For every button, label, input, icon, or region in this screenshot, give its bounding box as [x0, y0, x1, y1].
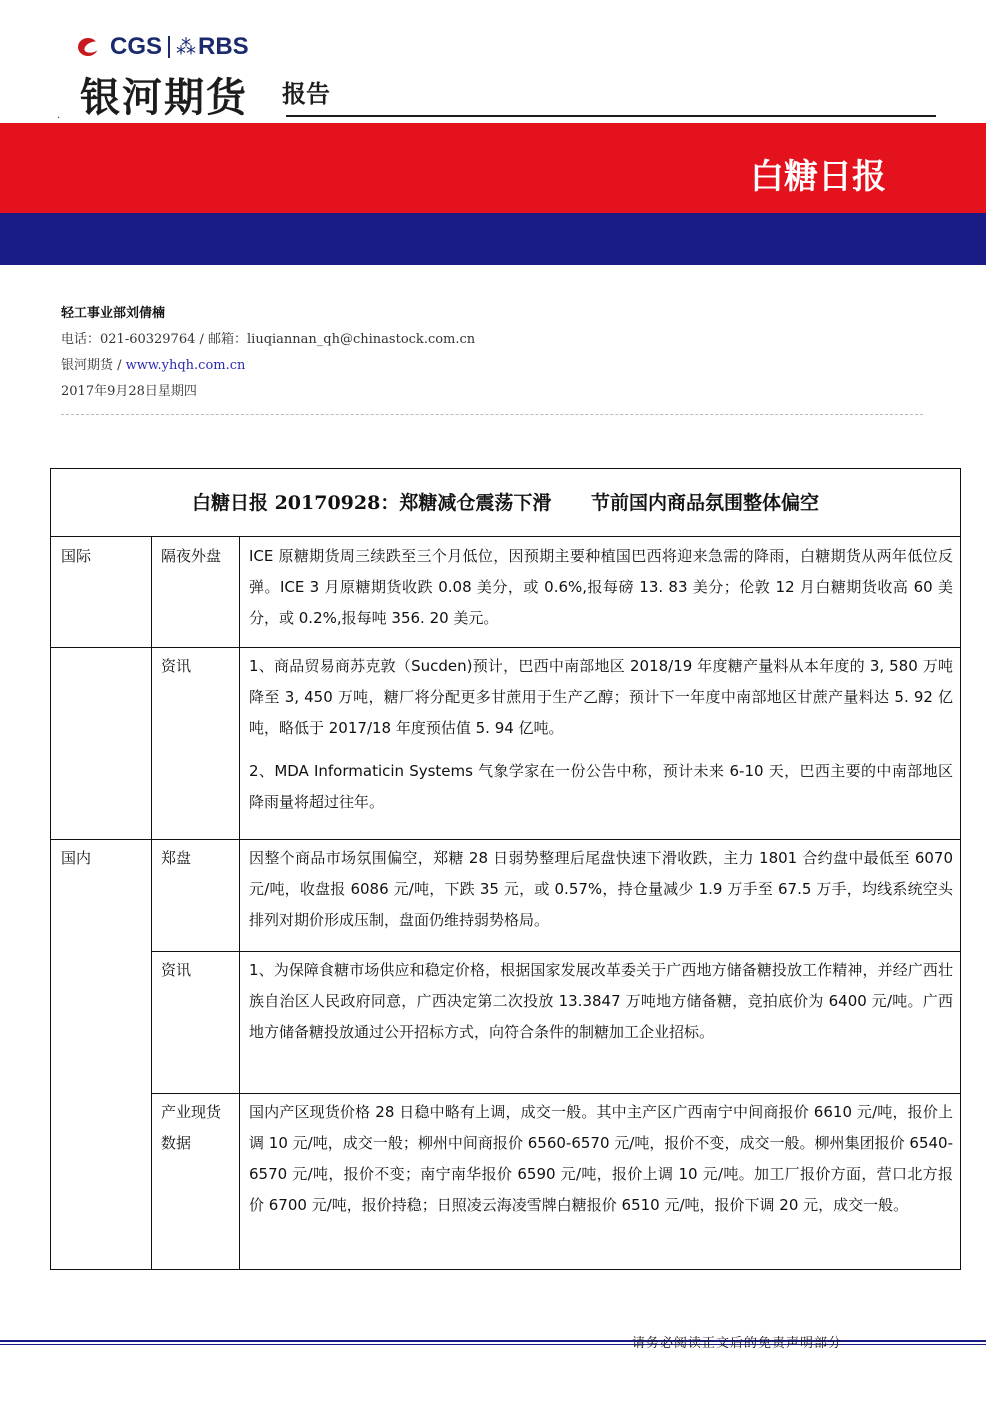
category-intl-news: 资讯	[161, 657, 192, 675]
cgs-logo-icon	[78, 36, 104, 58]
logo-cgs-text: CGS	[110, 33, 163, 60]
row-divider	[51, 839, 961, 840]
content-intl-news	[249, 651, 953, 818]
website-link[interactable]: www.yhqh.com.cn	[125, 358, 246, 373]
logo-separator	[168, 36, 170, 58]
region-domestic: 国内	[61, 849, 92, 867]
department-author: 轻工事业部刘倩楠	[61, 306, 166, 321]
report-type: 报告	[282, 80, 330, 108]
row-divider	[51, 647, 151, 648]
website-prefix: 银河期货 /	[61, 358, 126, 373]
blue-band	[0, 213, 986, 265]
category-zhengzhou: 郑盘	[161, 849, 192, 867]
author-contact	[61, 302, 475, 406]
report-title: 白糖日报 20170928：郑糖减仓震荡下滑 节前国内商品氛围整体偏空	[51, 469, 960, 537]
dashed-divider	[61, 414, 923, 415]
content-zhengzhou	[249, 843, 953, 936]
category-domestic-news: 资讯	[161, 961, 192, 979]
category-spot-data: 产业现货数据	[161, 1103, 222, 1152]
website-line	[61, 354, 475, 373]
paragraph: ICE 原糖期货周三续跌至三个月低位，因预期主要种植国巴西将迎来急需的降雨，白糖期货从两年低位反弹。ICE 3 月原糖期货收跌 0.08 美分，或 0.6%,报每磅 13. 83 美分；伦敦 12 月白糖期货收高 60 美分，或 0.2%,报每吨 356. 20 美元。	[249, 547, 953, 627]
region-international: 国际	[61, 547, 92, 565]
row-divider	[151, 951, 961, 952]
content-overnight	[249, 541, 953, 634]
category-overnight: 隔夜外盘	[161, 547, 222, 565]
paragraph: 因整个商品市场氛围偏空，郑糖 28 日弱势整理后尾盘快速下滑收跌，主力 1801 合约盘中最低至 6070 元/吨，收盘报 6086 元/吨，下跌 35 元，或 0.57%，持仓量减少 1.9 万手至 67.5 万手，均线系统空头排列对期价形成压制，盘面仍维持弱势格局。	[249, 849, 953, 929]
paragraph: 1、商品贸易商苏克敦（Sucden)预计，巴西中南部地区 2018/19 年度糖产量料从本年度的 3, 580 万吨降至 3, 450 万吨，糖厂将分配更多甘蔗用于生产乙醇；预计下一年度中南部地区甘蔗产量料达 5. 92 亿吨，略低于 2017/18 年度预估值 5. 94 亿吨。	[249, 657, 953, 737]
header-dot: .	[57, 110, 61, 121]
row-divider	[151, 647, 961, 648]
content-spot-data	[249, 1097, 953, 1221]
report-date: 2017年9月28日星期四	[61, 384, 197, 399]
content-domestic-news	[249, 955, 953, 1048]
brand-name: 银河期货	[80, 75, 248, 121]
rbs-logo-icon: ⁂	[176, 35, 197, 59]
phone-email: 电话：021-60329764 / 邮箱：liuqiannan_qh@chinastock.com.cn	[61, 332, 476, 347]
row-divider	[151, 1093, 961, 1094]
paragraph: 国内产区现货价格 28 日稳中略有上调，成交一般。其中主产区广西南宁中间商报价 6610 元/吨，报价上调 10 元/吨，成交一般；柳州中间商报价 6560-6570 元/吨，报价不变，成交一般。柳州集团报价 6540-6570 元/吨，报价不变；南宁南华报价 6590 元/吨，报价上调 10 元/吨。加工厂报价方面，营口北方报价 6700 元/吨，报价持稳；日照凌云海凌雪牌白糖报价 6510 元/吨，报价下调 20 元，成交一般。	[249, 1103, 953, 1214]
report-table	[50, 468, 961, 1270]
paragraph: 1、为保障食糖市场供应和稳定价格，根据国家发展改革委关于广西地方储备糖投放工作精神，并经广西壮族自治区人民政府同意，广西决定第二次投放 13.3847 万吨地方储备糖，竞拍底价为 6400 元/吨。广西地方储备糖投放通过公开招标方式，向符合条件的制糖加工企业招标。	[249, 961, 953, 1041]
header-rule	[286, 115, 936, 117]
band-title: 白糖日报	[750, 157, 886, 197]
disclaimer-note: 请务必阅读正文后的免责声明部分	[632, 1336, 843, 1351]
paragraph: 2、MDA Informaticin Systems 气象学家在一份公告中称，预计未来 6-10 天，巴西主要的中南部地区降雨量将超过往年。	[249, 762, 953, 811]
title-band	[0, 123, 986, 213]
logo-rbs-text: RBS	[198, 33, 249, 60]
company-logo	[78, 30, 249, 64]
